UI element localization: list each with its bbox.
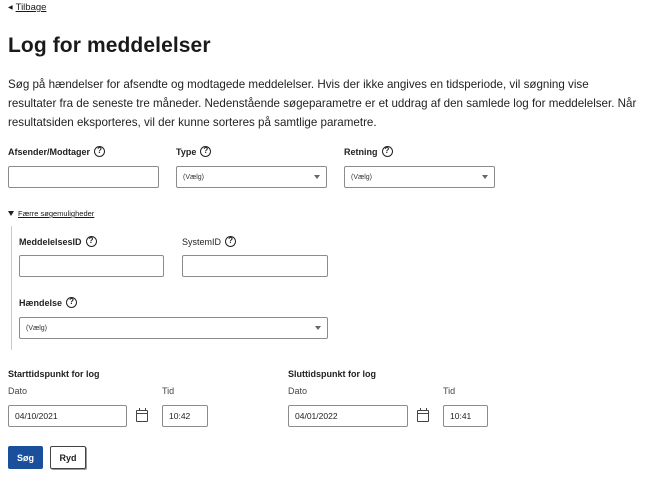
event-label [19,297,77,308]
search-button[interactable]: Søg [8,446,43,469]
start-date-input[interactable] [8,405,127,427]
start-title: Starttidspunkt for log [8,369,100,379]
calendar-icon[interactable] [417,410,429,422]
help-icon[interactable]: ? [225,236,236,247]
triangle-down-icon [8,211,14,216]
direction-select[interactable] [344,166,495,188]
page-intro: Søg på hændelser for afsendte og modtagede meddelelser. Hvis der ikke angives en tidsperiode, vil søgning vise resultater fra de seneste tre måneder. Nedenstående søgeparametre er et uddrag af den samlede log for meddelelser. Når resultatsiden eksporteres, vil der kunne sorteres på samtlige parametre. [8,78,637,129]
message-id-label-text: MeddelelsesID [19,236,82,247]
help-icon[interactable]: ? [66,297,77,308]
system-id-input[interactable] [182,255,328,277]
system-id-label [182,236,236,247]
system-id-label-text: SystemID [182,236,222,247]
message-id-label [19,236,97,247]
event-select[interactable] [19,317,328,339]
direction-select-value: (Vælg) [351,173,373,181]
fewer-options-toggle[interactable] [8,209,94,218]
end-time-input[interactable] [443,405,488,427]
chevron-down-icon [482,175,488,179]
sender-label [8,146,105,157]
type-select-value: (Vælg) [183,173,205,181]
start-date-value: 04/10/2021 [15,411,58,421]
fewer-options-label: Færre søgemuligheder [18,209,95,218]
sender-input[interactable] [8,166,159,188]
event-select-value: (Vælg) [26,324,48,332]
help-icon[interactable]: ? [86,236,97,247]
message-id-input[interactable] [19,255,164,277]
chevron-down-icon [314,175,320,179]
direction-label [344,146,393,157]
end-time-value: 10:41 [450,411,472,421]
back-link[interactable] [8,2,46,13]
start-date-label: Dato [8,386,28,396]
end-title: Sluttidspunkt for log [288,369,376,379]
clear-button[interactable]: Ryd [50,446,86,469]
type-label [176,146,211,157]
start-time-value: 10:42 [169,411,191,421]
chevron-left-icon: ◀ [8,4,13,11]
event-label-text: Hændelse [19,297,63,308]
advanced-section-divider [11,226,12,350]
chevron-down-icon [315,326,321,330]
back-link-label: Tilbage [15,2,47,13]
sender-label-text: Afsender/Modtager [8,146,91,157]
end-date-label: Dato [288,386,308,396]
type-select[interactable] [176,166,327,188]
page-title: Log for meddelelser [8,34,211,57]
start-time-input[interactable] [162,405,208,427]
type-label-text: Type [176,146,197,157]
calendar-icon[interactable] [136,410,148,422]
direction-label-text: Retning [344,146,378,157]
end-date-input[interactable] [288,405,408,427]
end-time-label: Tid [443,386,456,396]
help-icon[interactable]: ? [200,146,211,157]
start-time-label: Tid [162,386,175,396]
end-date-value: 04/01/2022 [295,411,338,421]
help-icon[interactable]: ? [94,146,105,157]
help-icon[interactable]: ? [382,146,393,157]
